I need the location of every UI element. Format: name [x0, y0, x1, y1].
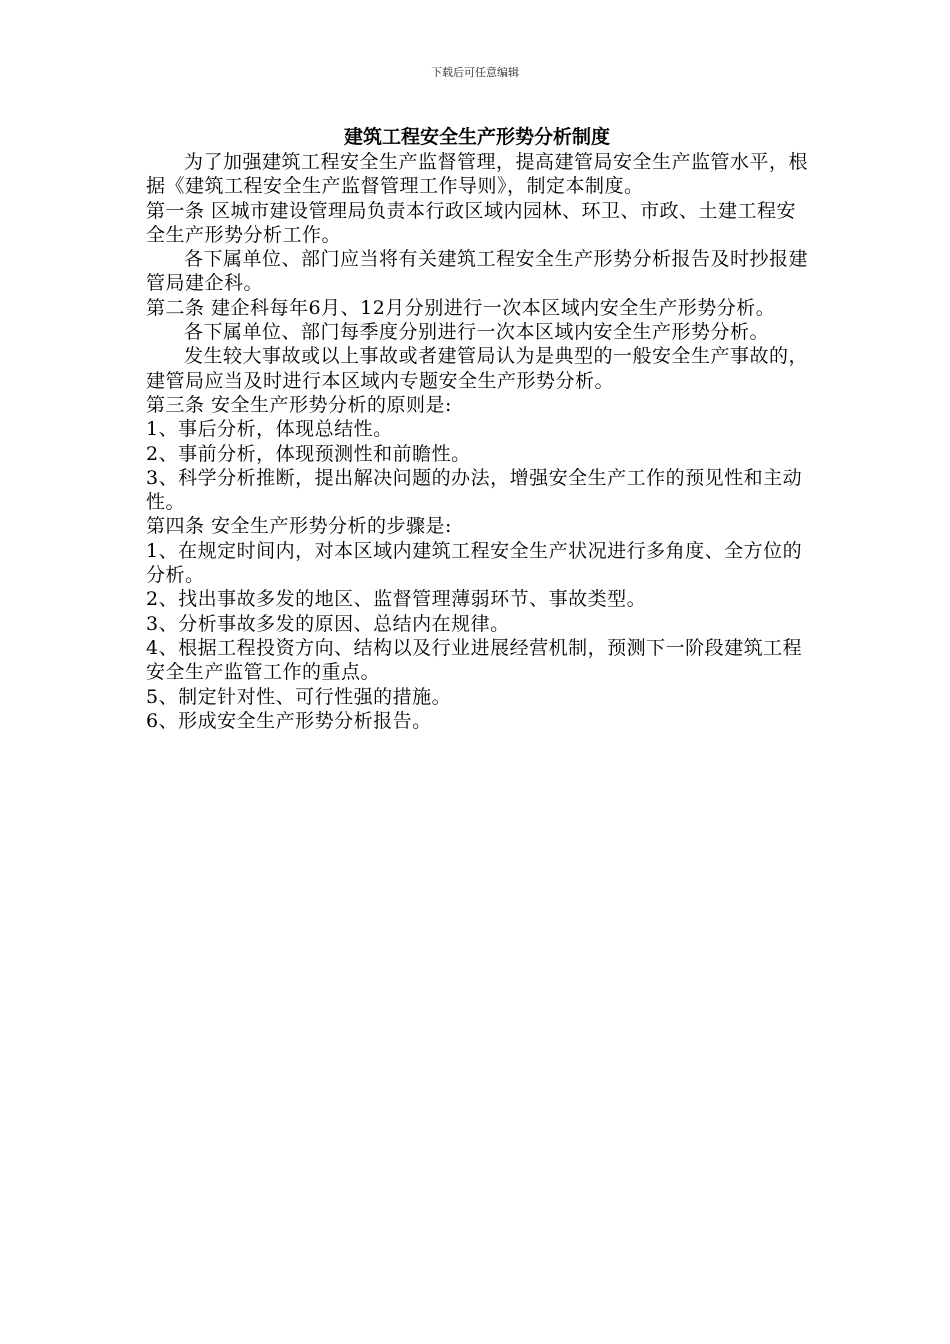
list-item-principle-3: 3、科学分析推断，提出解决问题的办法，增强安全生产工作的预见性和主动性。 — [146, 466, 803, 514]
list-item-step-1: 1、在规定时间内，对本区域内建筑工程安全生产状况进行多角度、全方位的分析。 — [146, 539, 803, 587]
document-body — [146, 124, 808, 733]
paragraph-article-3: 第三条 安全生产形势分析的原则是: — [146, 393, 452, 416]
paragraph-article-4: 第四条 安全生产形势分析的步骤是: — [146, 515, 452, 538]
paragraph-article-2-sub-1: 各下属单位、部门每季度分别进行一次本区域内安全生产形势分析。 — [184, 321, 770, 344]
list-item-step-5: 5、制定针对性、可行性强的措施。 — [146, 685, 452, 708]
list-item-principle-2: 2、事前分析，体现预测性和前瞻性。 — [146, 442, 471, 465]
paragraph-article-1: 第一条 区城市建设管理局负责本行政区域内园林、环卫、市政、土建工程安全生产形势分析工作。 — [146, 199, 797, 246]
paragraph-intro: 为了加强建筑工程安全生产监督管理，提高建管局安全生产监管水平，根据《建筑工程安全生产监督管理工作导则》，制定本制度。 — [146, 151, 809, 198]
list-item-principle-1: 1、事后分析，体现总结性。 — [146, 418, 393, 441]
list-item-step-4: 4、根据工程投资方向、结构以及行业进展经营机制，预测下一阶段建筑工程安全生产监管工作的重点。 — [146, 636, 803, 684]
list-item-step-2: 2、找出事故多发的地区、监督管理薄弱环节、事故类型。 — [146, 588, 647, 611]
list-item-step-6: 6、形成安全生产形势分析报告。 — [146, 709, 432, 732]
paragraph-article-2: 第二条 建企科每年6月、12月分别进行一次本区域内安全生产形势分析。 — [146, 296, 776, 319]
document-title: 建筑工程安全生产形势分析制度 — [343, 126, 610, 148]
paragraph-article-2-sub-2: 发生较大事故或以上事故或者建管局认为是典型的一般安全生产事故的，建管局应当及时进行本区域内专题安全生产形势分析。 — [146, 345, 809, 392]
page-header-note: 下载后可任意编辑 — [431, 66, 519, 79]
paragraph-article-1-sub: 各下属单位、部门应当将有关建筑工程安全生产形势分析报告及时抄报建管局建企科。 — [146, 248, 809, 295]
list-item-step-3: 3、分析事故多发的原因、总结内在规律。 — [146, 612, 510, 635]
